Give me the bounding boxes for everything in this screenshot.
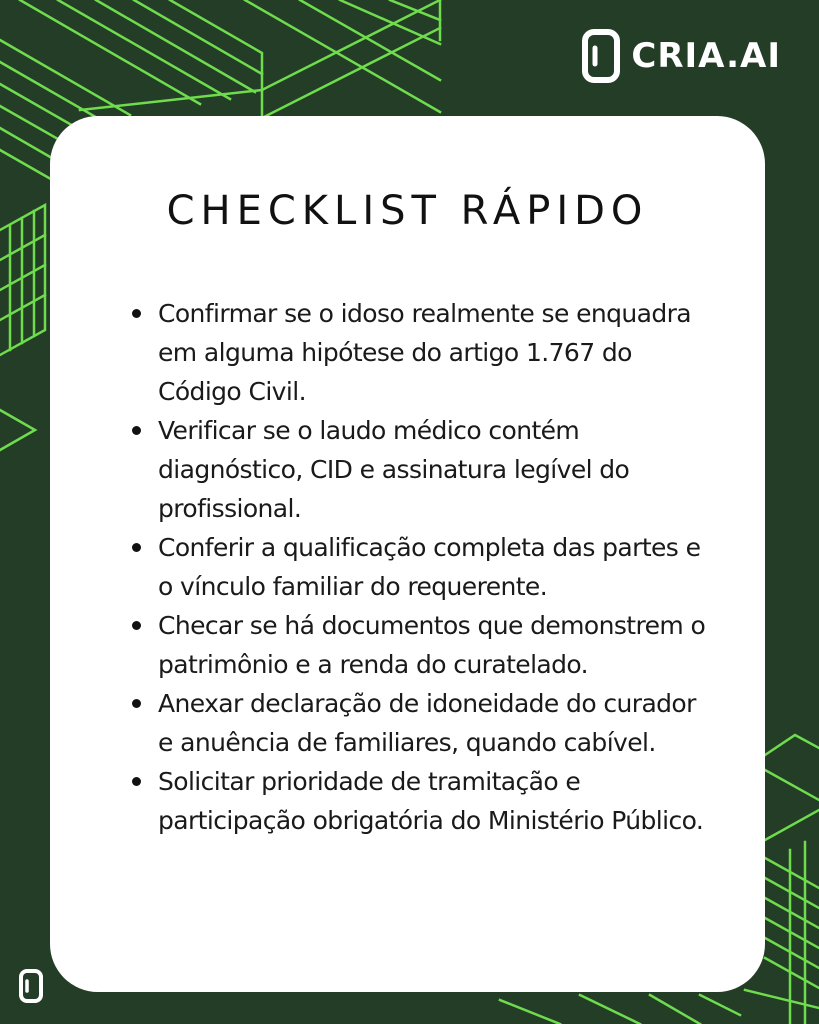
- checklist-item: [136, 762, 716, 840]
- checklist-item: [136, 684, 716, 762]
- card-title: CHECKLIST RÁPIDO: [166, 188, 649, 234]
- checklist-card: [50, 116, 765, 992]
- bullet-icon: [132, 699, 141, 708]
- checklist-item: [136, 606, 716, 684]
- checklist-item-text: Confirmar se o idoso realmente se enquadra em alguma hipótese do artigo 1.767 do Código Civil.: [158, 299, 692, 406]
- checklist-item-text: Verificar se o laudo médico contém diagnóstico, CID e assinatura legível do profissional.: [158, 416, 630, 523]
- bullet-icon: [132, 309, 141, 318]
- checklist-item-text: Checar se há documentos que demonstrem o patrimônio e a renda do curatelado.: [158, 611, 706, 679]
- checklist-item: [136, 294, 716, 411]
- bullet-icon: [132, 621, 141, 630]
- checklist-item-text: Anexar declaração de idoneidade do curador e anuência de familiares, quando cabível.: [158, 689, 696, 757]
- bullet-icon: [132, 543, 141, 552]
- cria-logo-icon: [581, 28, 621, 84]
- bullet-icon: [132, 777, 141, 786]
- checklist-item: [136, 411, 716, 528]
- bullet-icon: [132, 426, 141, 435]
- checklist-item-text: Conferir a qualificação completa das partes e o vínculo familiar do requerente.: [158, 533, 701, 601]
- checklist-item-text: Solicitar prioridade de tramitação e participação obrigatória do Ministério Público.: [158, 767, 704, 835]
- brand-name: CRIA.AI: [631, 36, 781, 76]
- brand-logo: [581, 28, 781, 84]
- checklist-item: [136, 528, 716, 606]
- cria-logo-small-icon: [18, 968, 44, 1004]
- checklist: [136, 294, 716, 840]
